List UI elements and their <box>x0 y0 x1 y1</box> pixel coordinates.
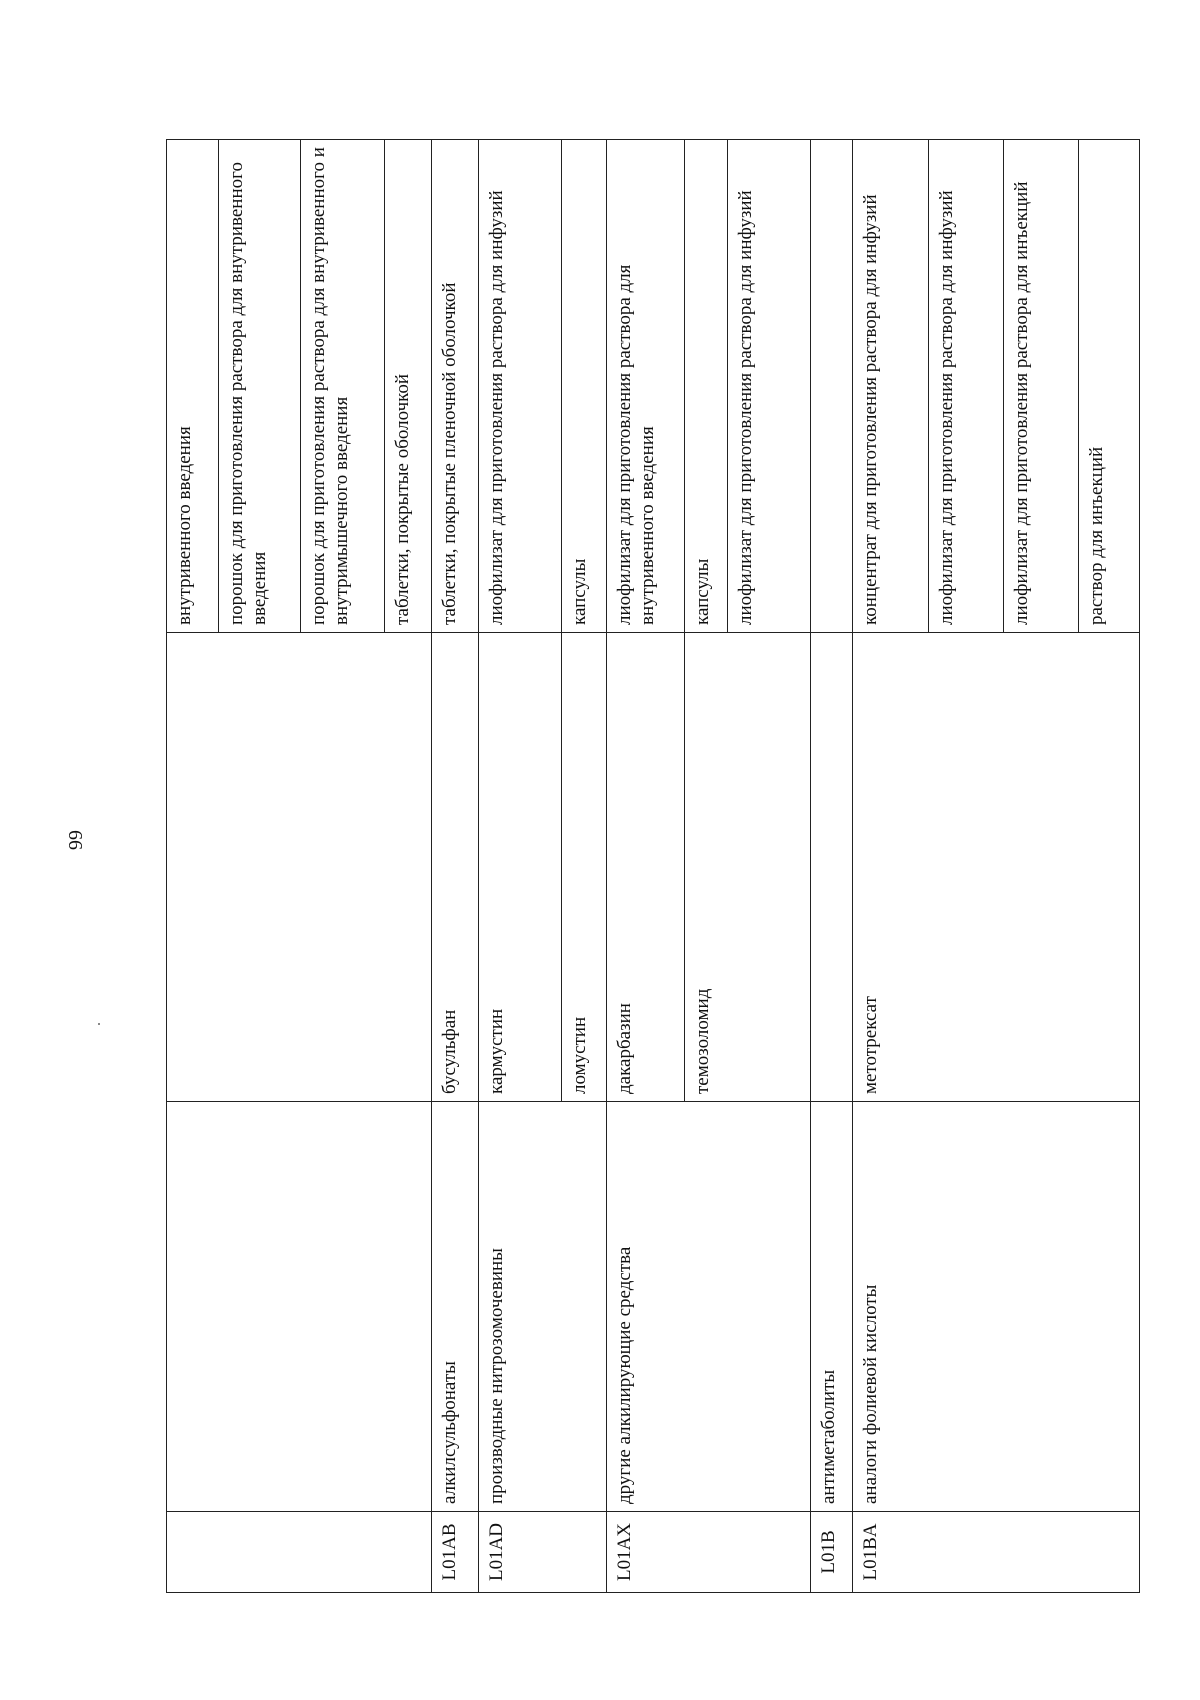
form-cell: лиофилизат для приготовления раствора для внутривенного введения <box>606 140 684 633</box>
group-cell: антиметаболиты <box>810 1102 853 1512</box>
page-number: 66 <box>64 830 86 850</box>
atc-code-cell: L01AD <box>479 1512 606 1593</box>
drug-table <box>166 139 1140 1593</box>
group-cell: алкилсульфонаты <box>431 1102 479 1512</box>
table-row <box>167 140 219 1593</box>
form-cell: лиофилизат для приготовления раствора для инфузий <box>728 140 810 633</box>
drug-table-container <box>166 140 1140 1593</box>
table-row <box>479 140 561 1593</box>
atc-code-cell <box>167 1512 432 1593</box>
atc-code-cell: L01BA <box>853 1512 1140 1593</box>
group-cell: производные нитрозомочевины <box>479 1102 606 1512</box>
drug-cell: бусульфан <box>431 633 479 1102</box>
form-cell: порошок для приготовления раствора для внутривенного введения <box>219 140 301 633</box>
form-cell: капсулы <box>561 140 606 633</box>
table-row <box>606 140 684 1593</box>
group-cell <box>167 1102 432 1512</box>
form-cell: лиофилизат для приготовления раствора для инъекций <box>1004 140 1079 633</box>
form-cell: капсулы <box>684 140 728 633</box>
scan-speck <box>98 1023 100 1025</box>
table-row <box>431 140 479 1593</box>
atc-code-cell: L01AX <box>606 1512 810 1593</box>
form-cell: лиофилизат для приготовления раствора для инфузий <box>479 140 561 633</box>
group-cell: аналоги фолиевой кислоты <box>853 1102 1140 1512</box>
drug-cell: кармустин <box>479 633 561 1102</box>
drug-cell <box>167 633 432 1102</box>
form-cell: таблетки, покрытые пленочной оболочкой <box>431 140 479 633</box>
atc-code-cell: L01B <box>810 1512 853 1593</box>
atc-code-cell: L01AB <box>431 1512 479 1593</box>
drug-cell: метотрексат <box>853 633 1140 1102</box>
form-cell <box>810 140 853 633</box>
group-cell: другие алкилирующие средства <box>606 1102 810 1512</box>
drug-cell: дакарбазин <box>606 633 684 1102</box>
table-row <box>853 140 929 1593</box>
form-cell: концентрат для приготовления раствора для инфузий <box>853 140 929 633</box>
drug-cell: темозоломид <box>684 633 810 1102</box>
form-cell: раствор для инъекций <box>1079 140 1140 633</box>
drug-cell: ломустин <box>561 633 606 1102</box>
form-cell: таблетки, покрытые оболочкой <box>384 140 431 633</box>
drug-cell <box>810 633 853 1102</box>
form-cell: лиофилизат для приготовления раствора для инфузий <box>929 140 1004 633</box>
table-row <box>810 140 853 1593</box>
form-cell: внутривенного введения <box>167 140 219 633</box>
form-cell: порошок для приготовления раствора для внутривенного и внутримышечного введения <box>301 140 384 633</box>
